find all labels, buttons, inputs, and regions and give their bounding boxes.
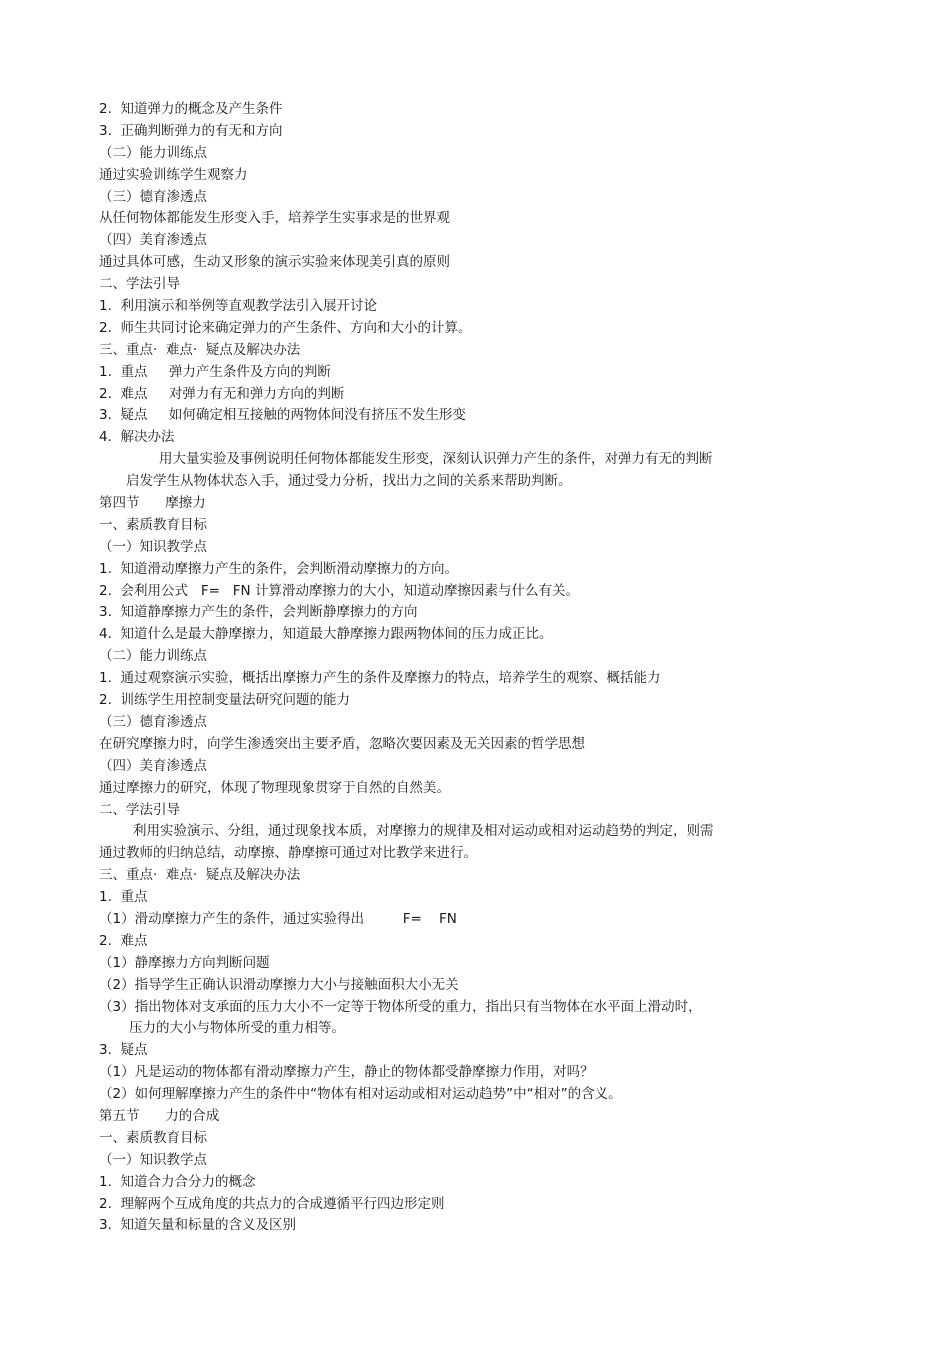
text-line: 4. 解决办法 [99, 429, 175, 446]
text-line: （1）滑动摩擦力产生的条件，通过实验得出 F= FN [99, 910, 457, 927]
text-line: 3. 知道静摩擦力产生的条件，会判断静摩擦力的方向 [99, 604, 418, 621]
text-line: 用大量实验及事例说明任何物体都能发生形变，深刻认识弹力产生的条件，对弹力有无的判断 [159, 451, 713, 468]
text-line: （二）能力训练点 [99, 144, 207, 161]
text-line: 1. 通过观察演示实验，概括出摩擦力产生的条件及摩擦力的特点，培养学生的观察、概括能力 [99, 670, 661, 687]
text-line: 2. 理解两个互成角度的共点力的合成遵循平行四边形定则 [99, 1195, 445, 1212]
text-line: 第五节 力的合成 [99, 1107, 220, 1124]
text-line: 三、重点· 难点· 疑点及解决办法 [99, 341, 301, 358]
text-line: 2. 师生共同讨论来确定弹力的产生条件、方向和大小的计算。 [99, 319, 472, 336]
text-line: 从任何物体都能发生形变入手，培养学生实事求是的世界观 [99, 210, 450, 227]
text-line: 第四节 摩擦力 [99, 495, 206, 512]
text-line: （三）德育渗透点 [99, 188, 207, 205]
text-line: （2）如何理解摩擦力产生的条件中“物体有相对运动或相对运动趋势”中“相对”的含义。 [99, 1086, 622, 1103]
text-line: （一）知识教学点 [99, 538, 207, 555]
text-line: 启发学生从物体状态入手，通过受力分析，找出力之间的关系来帮助判断。 [126, 473, 572, 490]
text-line: 3. 疑点 [99, 1042, 148, 1059]
text-line: 1. 重点 [99, 889, 148, 906]
text-line: （3）指出物体对支承面的压力大小不一定等于物体所受的重力，指出只有当物体在水平面上滑动时， [99, 998, 702, 1015]
text-line: 一、素质教育目标 [99, 516, 207, 533]
text-line: 在研究摩擦力时，向学生渗透突出主要矛盾，忽略次要因素及无关因素的哲学思想 [99, 735, 585, 752]
text-line: 1. 知道合力合分力的概念 [99, 1173, 256, 1190]
text-line: 一、素质教育目标 [99, 1129, 207, 1146]
text-line: 3. 知道矢量和标量的含义及区别 [99, 1217, 296, 1234]
text-line: （三）德育渗透点 [99, 713, 207, 730]
document-body [99, 99, 799, 1237]
text-line: 三、重点· 难点· 疑点及解决办法 [99, 867, 301, 884]
text-line: （1）静摩擦力方向判断问题 [99, 954, 270, 971]
text-line: 3. 疑点 如何确定相互接触的两物体间没有挤压不发生形变 [99, 407, 466, 424]
text-line: 3. 正确判断弹力的有无和方向 [99, 122, 283, 139]
text-line: 4. 知道什么是最大静摩擦力，知道最大静摩擦力跟两物体间的压力成正比。 [99, 626, 553, 643]
text-line: 通过教师的归纳总结，动摩擦、静摩擦可通过对比教学来进行。 [99, 845, 477, 862]
text-line: （一）知识教学点 [99, 1151, 207, 1168]
text-line: 通过具体可感，生动又形象的演示实验来体现美引真的原则 [99, 254, 450, 271]
text-line: 压力的大小与物体所受的重力相等。 [129, 1020, 345, 1037]
text-line: 通过摩擦力的研究，体现了物理现象贯穿于自然的自然美。 [99, 779, 450, 796]
text-line: （二）能力训练点 [99, 648, 207, 665]
text-line: 2. 难点 对弹力有无和弹力方向的判断 [99, 385, 345, 402]
text-line: 通过实验训练学生观察力 [99, 166, 248, 183]
text-line: 1. 利用演示和举例等直观教学法引入展开讨论 [99, 298, 377, 315]
text-line: 2. 难点 [99, 932, 148, 949]
text-line: 2. 训练学生用控制变量法研究问题的能力 [99, 692, 350, 709]
text-line: 二、学法引导 [99, 801, 180, 818]
text-line: （2）指导学生正确认识滑动摩擦力大小与接触面积大小无关 [99, 976, 459, 993]
text-line: （四）美育渗透点 [99, 232, 207, 249]
text-line: 利用实验演示、分组，通过现象找本质，对摩擦力的规律及相对运动或相对运动趋势的判定，则需 [133, 823, 714, 840]
text-line: （1）凡是运动的物体都有滑动摩擦力产生，静止的物体都受静摩擦力作用，对吗？ [99, 1064, 594, 1081]
text-line: 2. 知道弹力的概念及产生条件 [99, 101, 283, 117]
text-line: 二、学法引导 [99, 276, 180, 293]
text-line: 1. 知道滑动摩擦力产生的条件，会判断滑动摩擦力的方向。 [99, 560, 458, 577]
text-line: 1. 重点 弹力产生条件及方向的判断 [99, 363, 331, 380]
text-line: （四）美育渗透点 [99, 757, 207, 774]
text-line: 2. 会利用公式 F= FN 计算滑动摩擦力的大小，知道动摩擦因素与什么有关。 [99, 582, 579, 599]
